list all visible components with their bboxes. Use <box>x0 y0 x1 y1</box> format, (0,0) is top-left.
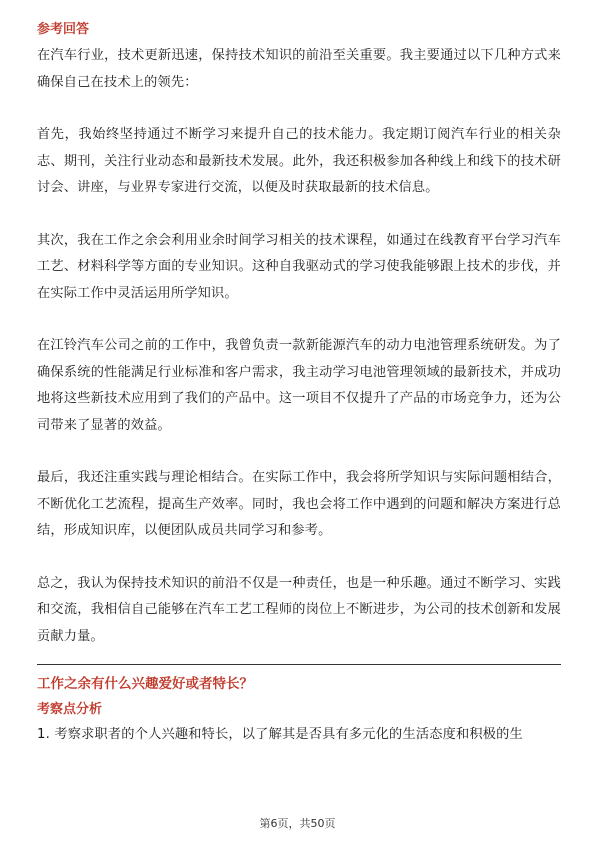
analysis-item: 1. 考察求职者的个人兴趣和特长，以了解其是否具有多元化的生活态度和积极的生 <box>37 727 523 742</box>
answer-paragraph-first: 首先，我始终坚持通过不断学习来提升自己的技术能力。我定期订阅汽车行业的相关杂志、期刊，关注行业动态和最新技术发展。此外，我还积极参加各种线上和线下的技术研讨会、讲座，与业界专家进行交流，以便及时获取最新的技术信息。 <box>37 127 561 195</box>
answer-paragraph-second: 其次，我在工作之余会利用业余时间学习相关的技术课程，如通过在线教育平台学习汽车工艺、材料科学等方面的专业知识。这种自我驱动式的学习使我能够跟上技术的步伐，并在实际工作中灵活运用所学知识。 <box>37 232 561 301</box>
page-content <box>37 20 561 746</box>
page-footer: 第6页，共50页 <box>259 817 336 830</box>
answer-paragraph-last: 最后，我还注重实践与理论相结合。在实际工作中，我会将所学知识与实际问题相结合，不断优化工艺流程，提高生产效率。同时，我也会将工作中遇到的问题和解决方案进行总结，形成知识库，以便团队成员共同学习和参考。 <box>37 470 561 538</box>
question-title: 工作之余有什么兴趣爱好或者特长？ <box>37 676 253 692</box>
answer-paragraph-intro: 在汽车行业，技术更新迅速，保持技术知识的前沿至关重要。我主要通过以下几种方式来确保自己在技术上的领先： <box>37 48 561 90</box>
answer-paragraph-experience: 在江铃汽车公司之前的工作中，我曾负责一款新能源汽车的动力电池管理系统研发。为了确保系统的性能满足行业标准和客户需求，我主动学习电池管理领域的最新技术，并成功地将这些新技术应用到了我们的产品中。这一项目不仅提升了产品的市场竞争力，还为公司带来了显著的效益。 <box>37 338 561 433</box>
analysis-label: 考察点分析 <box>37 702 103 717</box>
answer-paragraph-conclusion: 总之，我认为保持技术知识的前沿不仅是一种责任，也是一种乐趣。通过不断学习、实践和交流，我相信自己能够在汽车工艺工程师的岗位上不断进步，为公司的技术创新和发展贡献力量。 <box>37 575 561 644</box>
reference-answer-label: 参考回答 <box>37 22 90 37</box>
section-divider <box>37 664 561 665</box>
